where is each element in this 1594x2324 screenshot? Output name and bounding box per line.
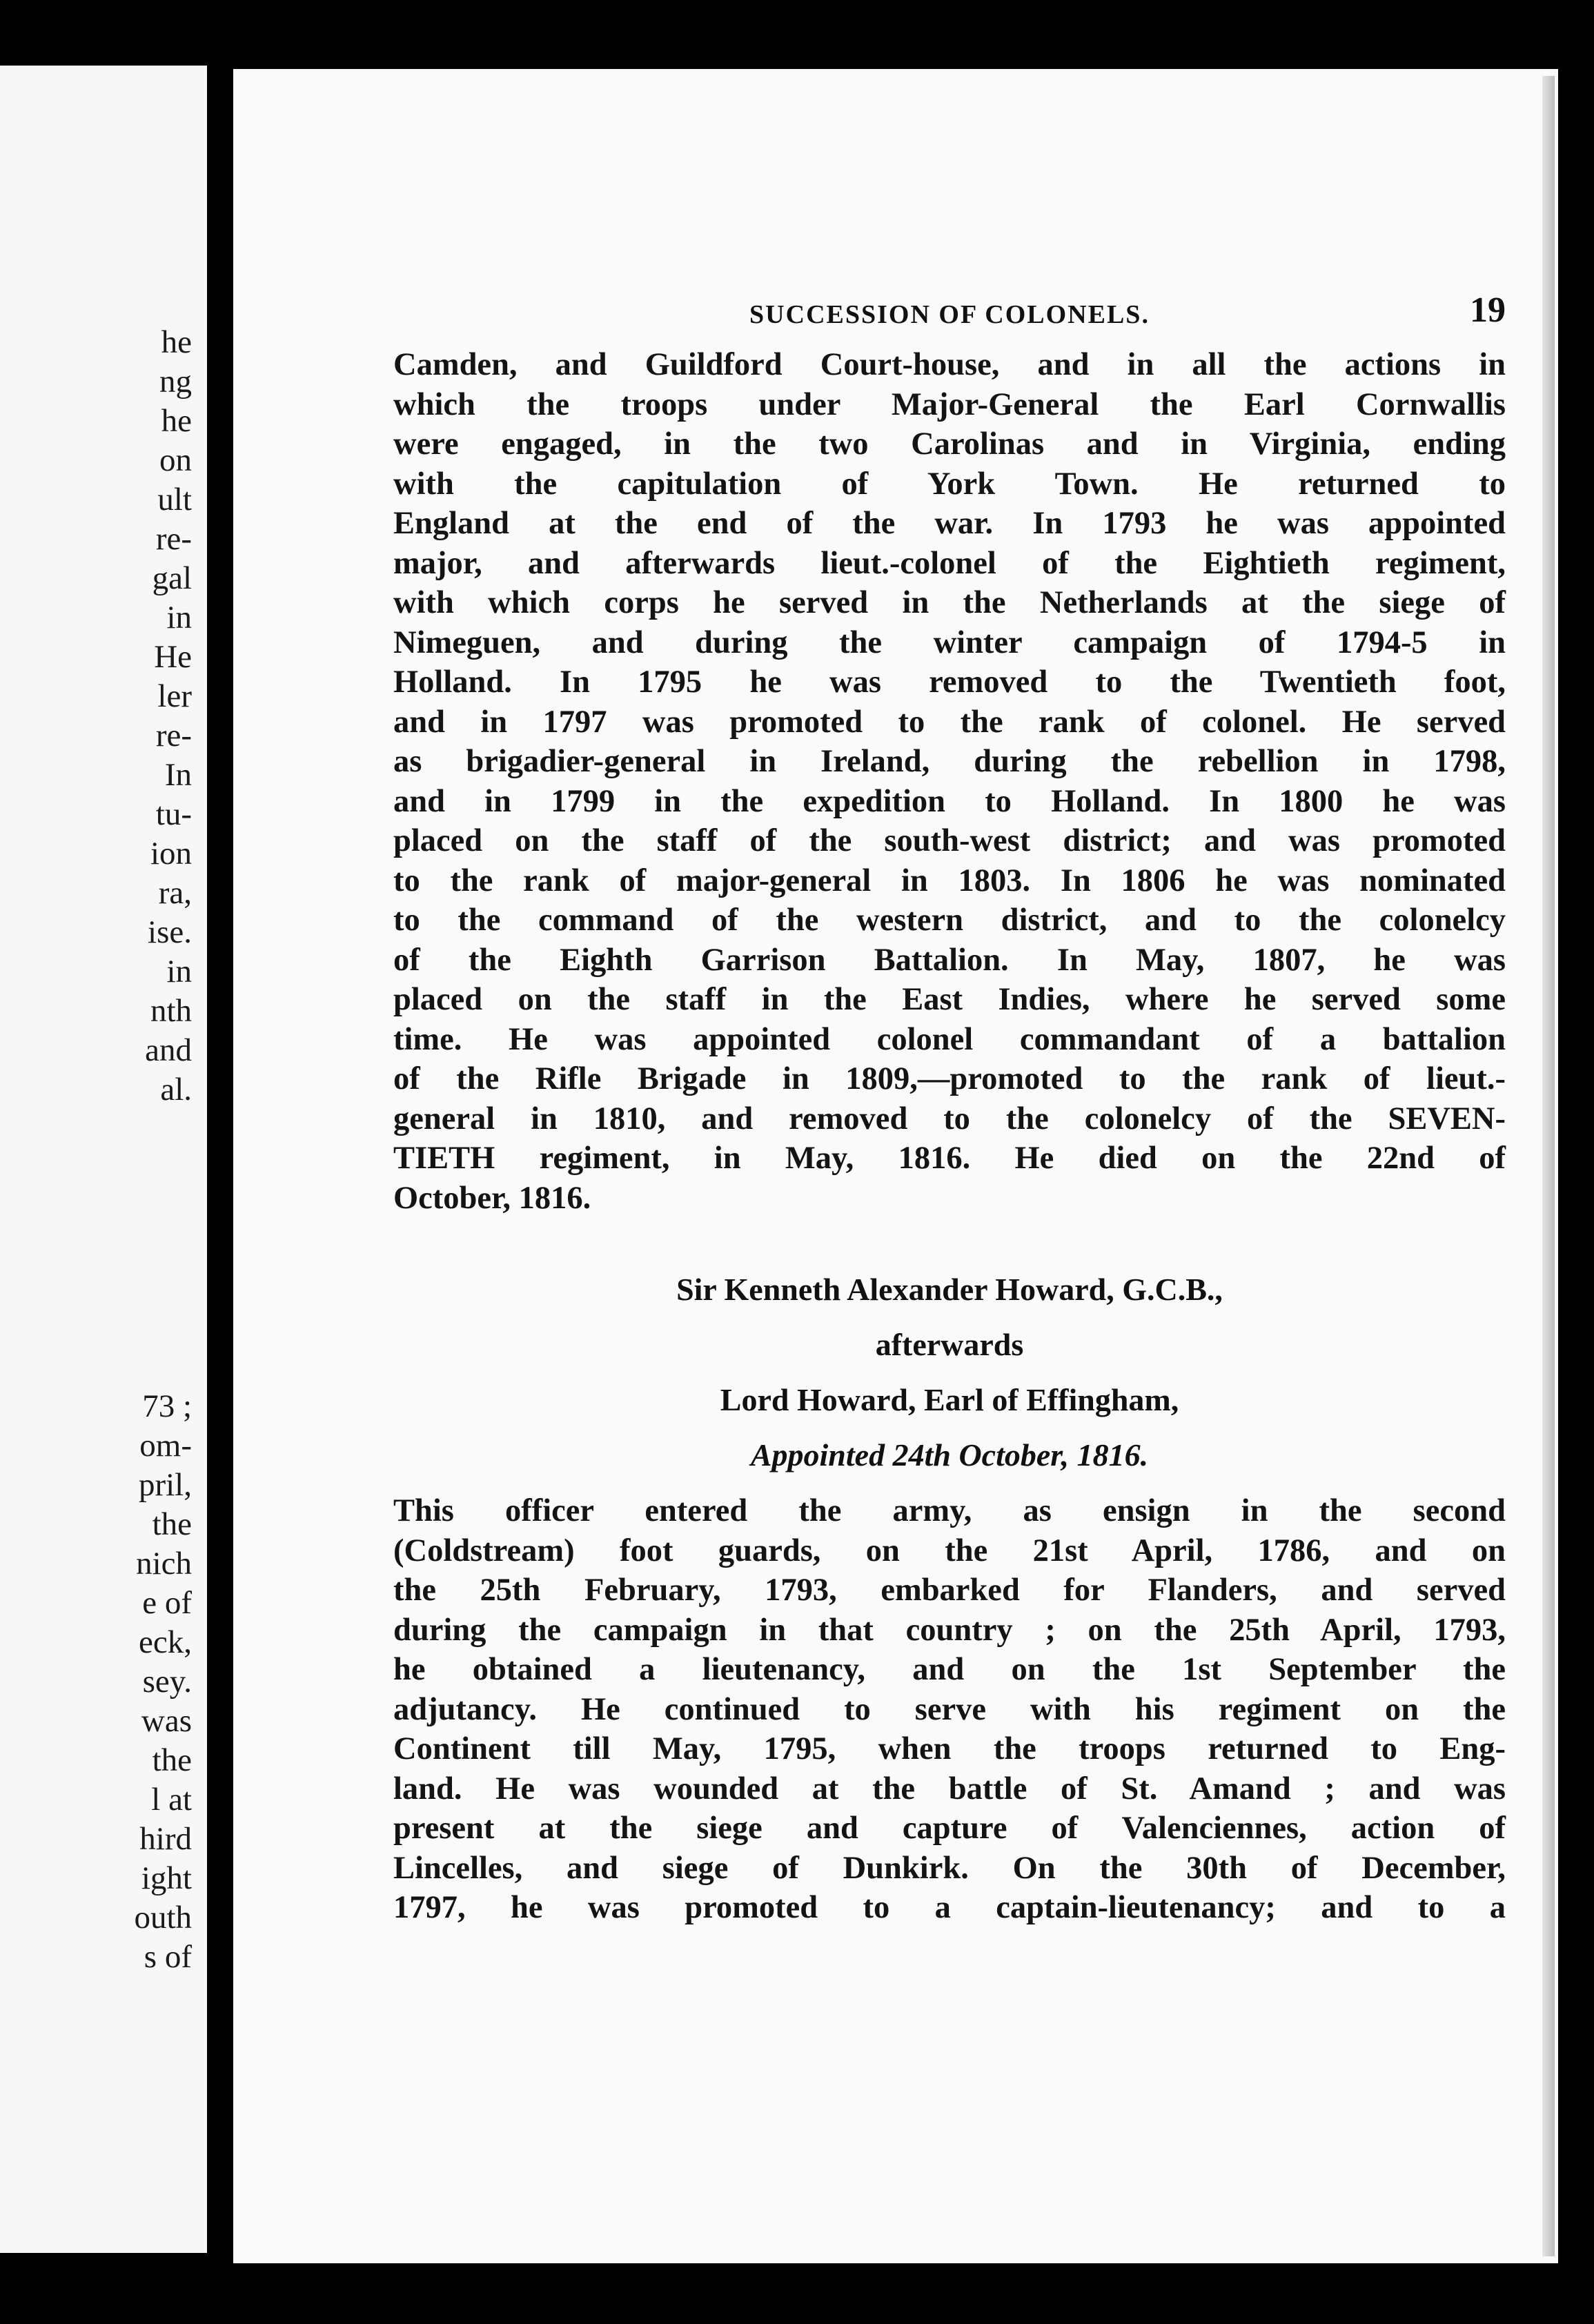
text-line: and in 1799 in the expedition to Holland. In 1800 he was [393,783,1506,819]
facing-page-text: sey. [142,1664,192,1700]
text-line: This officer entered the army, as ensign in the second [393,1493,1506,1528]
facing-page-text: ight [141,1860,192,1896]
facing-page-text: in [166,600,192,636]
text-line: TIETH regiment, in May, 1816. He died on the 22nd of [393,1141,1506,1176]
text-line: to the command of the western district, and to the colonelcy [393,903,1506,938]
text-line: (Coldstream) foot guards, on the 21st April, 1786, and on [393,1533,1506,1568]
facing-page-text: He [154,639,192,675]
facing-page-text: al. [160,1072,192,1107]
text-line: England at the end of the war. In 1793 he was appointed [393,506,1506,541]
running-header [393,290,1506,345]
facing-page-fragment [0,66,207,2253]
facing-page-text: ise. [148,914,192,950]
facing-page-text: e of [142,1585,192,1621]
text-line: were engaged, in the two Carolinas and in Virginia, ending [393,426,1506,462]
text-line: Camden, and Guildford Court-house, and in all the actions in [393,347,1506,382]
heading-title: Lord Howard, Earl of Effingham, [720,1382,1179,1417]
facing-page-text: nich [136,1546,192,1582]
text-line: placed on the staff in the East Indies, where he served some [393,982,1506,1017]
text-line: general in 1810, and removed to the colonelcy of the SEVEN- [393,1101,1506,1136]
text-line: placed on the staff of the south-west district; and was promoted [393,823,1506,858]
facing-page-text: re- [155,718,192,754]
text-line: Continent till May, 1795, when the troops returned to Eng- [393,1731,1506,1766]
facing-page-text: nth [150,993,192,1029]
facing-page-text: eck, [139,1624,192,1660]
facing-page-text: tu- [155,796,192,832]
text-line: present at the siege and capture of Valenciennes, action of [393,1811,1506,1846]
facing-page-text: l at [151,1782,192,1818]
text-line: which the troops under Major-General the Earl Cornwallis [393,386,1506,422]
facing-page-text: the [152,1506,192,1542]
facing-page-text: he [161,403,192,439]
text-line: with the capitulation of York Town. He returned to [393,466,1506,502]
running-title: SUCCESSION OF COLONELS. [749,300,1150,329]
facing-page-text: hird [139,1821,192,1857]
facing-page-text: In [164,757,192,793]
text-line: and in 1797 was promoted to the rank of colonel. He served [393,704,1506,740]
text-line: 1797, he was promoted to a captain-lieutenancy; and to a [393,1890,1506,1925]
facing-page-text: gal [152,560,192,596]
book-page [233,69,1558,2263]
facing-page-text: outh [134,1900,192,1936]
text-line: of the Eighth Garrison Battalion. In May, 1807, he was [393,942,1506,978]
text-line: land. He was wounded at the battle of St. Amand ; and was [393,1771,1506,1806]
page-edge [1542,76,1555,2256]
text-line: Holland. In 1795 he was removed to the Twentieth foot, [393,664,1506,700]
facing-page-text: ng [159,364,192,400]
heading-name: Sir Kenneth Alexander Howard, G.C.B., [676,1272,1223,1307]
facing-page-text: was [141,1703,192,1739]
facing-page-text: pril, [138,1467,192,1503]
facing-page-text: he [161,324,192,360]
text-line: with which corps he served in the Netherlands at the siege of [393,585,1506,620]
text-line: time. He was appointed colonel commandant of a battalion [393,1021,1506,1057]
text-line: as brigadier-general in Ireland, during the rebellion in 1798, [393,744,1506,779]
facing-page-text: ion [150,836,192,872]
facing-page-text: ra, [158,875,192,911]
text-line: to the rank of major-general in 1803. In 1806 he was nominated [393,863,1506,898]
facing-page-text: the [152,1742,192,1778]
text-line: he obtained a lieutenancy, and on the 1st September the [393,1652,1506,1687]
text-line: of the Rifle Brigade in 1809,—promoted to the rank of lieut.- [393,1061,1506,1096]
page-content [393,290,1506,1928]
text-line: major, and afterwards lieut.-colonel of the Eightieth regiment, [393,545,1506,581]
facing-page-text: on [159,442,192,478]
facing-page-text: ler [157,678,192,714]
heading-connector: afterwards [875,1327,1024,1362]
text-line: Lincelles, and siege of Dunkirk. On the 30th of December, [393,1850,1506,1886]
text-line: during the campaign in that country ; on the 25th April, 1793, [393,1612,1506,1648]
facing-page-text: in [166,954,192,989]
facing-page-text: re- [155,521,192,557]
facing-page-text: 73 ; [142,1388,192,1424]
text-line: October, 1816. [393,1180,591,1216]
paragraph-career [393,345,1506,1218]
text-line: the 25th February, 1793, embarked for Flanders, and served [393,1573,1506,1608]
heading-appointment: Appointed 24th October, 1816. [750,1437,1149,1473]
facing-page-text: s of [144,1939,192,1975]
text-line: Nimeguen, and during the winter campaign of 1794-5 in [393,624,1506,660]
facing-page-text: ult [157,482,192,518]
text-line: adjutancy. He continued to serve with his regiment on the [393,1691,1506,1727]
section-heading [393,1269,1506,1476]
facing-page-text: om- [139,1428,192,1464]
page-number: 19 [1470,290,1506,330]
facing-page-text: and [145,1032,192,1068]
paragraph-service [393,1491,1506,1928]
